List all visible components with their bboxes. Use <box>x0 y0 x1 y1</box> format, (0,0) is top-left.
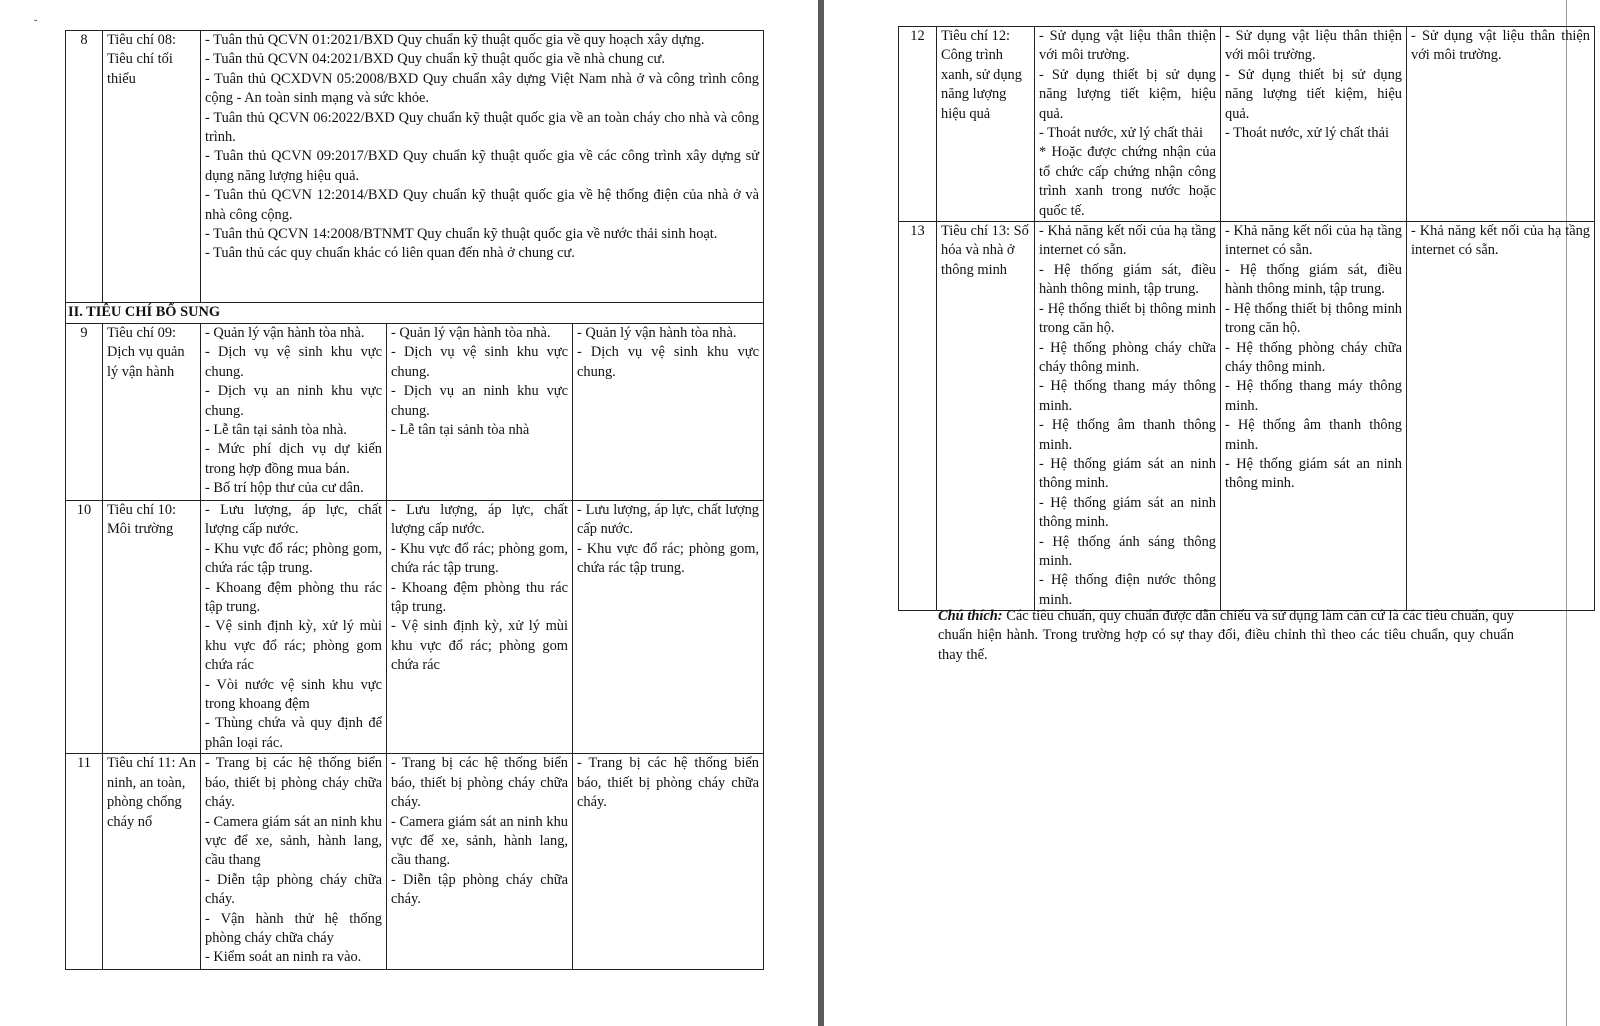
requirement-item: - Tuân thủ QCVN 14:2008/BTNMT Quy chuẩn kỹ thuật quốc gia về nước thải sinh hoạt. <box>205 226 718 243</box>
row-number: 11 <box>66 754 103 970</box>
requirement-item: - Tuân thủ QCVN 01:2021/BXD Quy chuẩn kỹ thuật quốc gia về quy hoạch xây dựng. <box>205 32 705 48</box>
requirements-cell <box>201 324 387 501</box>
requirement-item: - Hệ thống phòng cháy chữa cháy thông minh. <box>1039 339 1216 375</box>
requirement-item: - Hệ thống giám sát, điều hành thông minh, tập trung. <box>1039 261 1216 298</box>
section-heading: II. TIÊU CHÍ BỔ SUNG <box>66 303 764 324</box>
requirement-item: - Vận hành thử hệ thống phòng cháy chữa cháy <box>205 910 382 946</box>
requirement-item: - Tuân thủ QCXDVN 05:2008/BXD Quy chuẩn xây dựng Việt Nam nhà ở và công trình công cộng - An toàn sinh mạng và sức khỏe. <box>205 70 759 107</box>
requirement-item: - Trang bị các hệ thống biển báo, thiết bị phòng cháy chữa cháy. <box>205 755 382 811</box>
requirement-item: - Hệ thống âm thanh thông minh. <box>1225 417 1402 453</box>
row-number: 13 <box>899 222 937 611</box>
requirements-cell <box>387 324 573 501</box>
requirement-item: - Kiểm soát an ninh ra vào. <box>205 949 362 966</box>
requirement-item: - Lễ tân tại sảnh tòa nhà. <box>205 422 347 439</box>
requirement-item: - Khu vực đổ rác; phòng gom, chứa rác tập trung. <box>577 540 759 577</box>
requirement-item: - Vệ sinh định kỳ, xử lý mùi khu vực đổ rác; phòng gom chứa rác <box>205 618 382 674</box>
criterion-name: Tiêu chí 12: Công trình xanh, sử dụng năng lượng hiệu quả <box>937 27 1035 222</box>
requirement-item: - Quản lý vận hành tòa nhà. <box>391 325 551 341</box>
requirements-cell <box>1035 27 1221 222</box>
requirement-item: - Khu vực đổ rác; phòng gom, chứa rác tập trung. <box>205 540 382 577</box>
requirement-item: - Diễn tập phòng cháy chữa cháy. <box>205 871 382 908</box>
requirement-item: - Hệ thống âm thanh thông minh. <box>1039 417 1216 453</box>
requirements-cell <box>573 324 764 501</box>
table-row <box>899 27 1595 222</box>
requirement-item: - Sử dụng thiết bị sử dụng năng lượng tiết kiệm, hiệu quả. <box>1225 66 1402 122</box>
criterion-name: Tiêu chí 13: Số hóa và nhà ở thông minh <box>937 222 1035 611</box>
requirement-item: - Trang bị các hệ thống biển báo, thiết bị phòng cháy chữa cháy. <box>391 755 568 811</box>
requirement-item: * Hoặc được chứng nhận của tổ chức cấp chứng nhận công trình xanh trong nước hoặc quốc tế. <box>1039 144 1216 219</box>
footnote-text: Các tiêu chuẩn, quy chuẩn được dẫn chiếu và sử dụng làm căn cứ là các tiêu chuẩn, quy chuẩn hiện hành. Trong trường hợp có sự thay đổi, điều chỉnh thì theo các tiêu chuẩn, quy chuẩn thay thế. <box>938 608 1514 663</box>
table-row <box>66 754 764 970</box>
criterion-name: Tiêu chí 08: Tiêu chí tối thiểu <box>103 31 201 303</box>
requirements-cell <box>1221 222 1407 611</box>
requirement-item: - Hệ thống giám sát an ninh thông minh. <box>1225 455 1402 492</box>
requirement-item: - Thoát nước, xử lý chất thải <box>1039 125 1204 142</box>
requirement-item: - Sử dụng vật liệu thân thiện với môi trường. <box>1411 28 1590 64</box>
requirement-item: - Lưu lượng, áp lực, chất lượng cấp nước. <box>205 502 382 538</box>
requirement-item: - Diễn tập phòng cháy chữa cháy. <box>391 871 568 908</box>
requirement-item: - Tuân thủ QCVN 06:2022/BXD Quy chuẩn kỹ thuật quốc gia về an toàn cháy cho nhà và công trình. <box>205 109 759 146</box>
requirement-item: - Hệ thống thiết bị thông minh trong căn hộ. <box>1225 300 1402 337</box>
criterion-name: Tiêu chí 09: Dịch vụ quản lý vận hành <box>103 324 201 501</box>
requirement-item: - Quản lý vận hành tòa nhà. <box>205 325 365 341</box>
requirement-item: - Trang bị các hệ thống biển báo, thiết bị phòng cháy chữa cháy. <box>577 755 759 811</box>
requirement-item: - Hệ thống thang máy thông minh. <box>1039 378 1216 414</box>
requirement-item: - Hệ thống giám sát an ninh thông minh. <box>1039 455 1216 492</box>
requirements-cell <box>573 501 764 754</box>
requirement-item: - Hệ thống phòng cháy chữa cháy thông minh. <box>1225 339 1402 375</box>
requirement-item: - Khu vực đổ rác; phòng gom, chứa rác tập trung. <box>391 540 568 577</box>
requirement-item: - Tuân thủ QCVN 09:2017/BXD Quy chuẩn kỹ thuật quốc gia về các công trình xây dựng sử dụng năng lượng hiệu quả. <box>205 148 759 184</box>
requirement-item: - Tuân thủ QCVN 12:2014/BXD Quy chuẩn kỹ thuật quốc gia về hệ thống điện của nhà ở và nhà công cộng. <box>205 187 759 223</box>
scan-speck: ˘ <box>34 19 38 30</box>
requirement-item: - Tuân thủ các quy chuẩn khác có liên quan đến nhà ở chung cư. <box>205 245 575 262</box>
footnote-label: Chú thích: <box>938 608 1003 624</box>
row-number: 8 <box>66 31 103 303</box>
criteria-table-left <box>65 30 764 970</box>
footnote <box>938 607 1514 665</box>
requirement-item: - Dịch vụ an ninh khu vực chung. <box>205 383 382 419</box>
requirement-item: - Dịch vụ vệ sinh khu vực chung. <box>391 344 568 380</box>
requirements-cell <box>1221 27 1407 222</box>
requirement-item: - Dịch vụ vệ sinh khu vực chung. <box>577 344 759 380</box>
requirement-item: - Khả năng kết nối của hạ tầng internet có sẵn. <box>1039 223 1216 259</box>
requirement-item: - Bố trí hộp thư của cư dân. <box>205 480 364 497</box>
criteria-table-right <box>898 26 1595 611</box>
requirements-cell <box>387 754 573 970</box>
table-row <box>66 501 764 754</box>
requirement-item: - Dịch vụ an ninh khu vực chung. <box>391 383 568 419</box>
requirements-cell <box>201 501 387 754</box>
requirement-item: - Lễ tân tại sảnh tòa nhà <box>391 422 530 439</box>
requirement-item: - Thùng chứa và quy định để phân loại rác. <box>205 715 382 751</box>
requirement-item: - Camera giám sát an ninh khu vực để xe, sảnh, hành lang, cầu thang <box>205 813 382 869</box>
requirement-item: - Hệ thống thang máy thông minh. <box>1225 378 1402 414</box>
criterion-name: Tiêu chí 11: An ninh, an toàn, phòng chống cháy nổ <box>103 754 201 970</box>
requirement-item: - Lưu lượng, áp lực, chất lượng cấp nước. <box>391 502 568 538</box>
row-number: 9 <box>66 324 103 501</box>
requirements-cell <box>1407 27 1595 222</box>
requirements-cell <box>1407 222 1595 611</box>
requirements-cell <box>201 754 387 970</box>
requirement-item: - Sử dụng vật liệu thân thiện với môi trường. <box>1225 28 1402 64</box>
section-row <box>66 303 764 324</box>
requirement-item: - Khoang đệm phòng thu rác tập trung. <box>391 579 568 616</box>
table-row <box>66 324 764 501</box>
requirement-item: - Camera giám sát an ninh khu vực để xe, sảnh, hành lang, cầu thang. <box>391 813 568 869</box>
requirements-cell <box>387 501 573 754</box>
requirement-item: - Khả năng kết nối của hạ tầng internet có sẵn. <box>1411 223 1590 259</box>
requirement-item: - Mức phí dịch vụ dự kiến trong hợp đồng mua bán. <box>205 441 382 477</box>
requirements-cell <box>1035 222 1221 611</box>
row-number: 12 <box>899 27 937 222</box>
requirements-cell <box>573 754 764 970</box>
requirement-item: - Tuân thủ QCVN 04:2021/BXD Quy chuẩn kỹ thuật quốc gia về nhà chung cư. <box>205 51 665 68</box>
requirement-item: - Lưu lượng, áp lực, chất lượng cấp nước. <box>577 502 759 538</box>
row-number: 10 <box>66 501 103 754</box>
table-row <box>899 222 1595 611</box>
criterion-name: Tiêu chí 10: Môi trường <box>103 501 201 754</box>
requirement-item: - Hệ thống giám sát an ninh thông minh. <box>1039 494 1216 531</box>
requirement-item: - Thoát nước, xử lý chất thải <box>1225 125 1390 142</box>
table-row <box>66 31 764 303</box>
requirement-item: - Khả năng kết nối của hạ tầng internet có sẵn. <box>1225 223 1402 259</box>
requirement-item: - Hệ thống thiết bị thông minh trong căn hộ. <box>1039 300 1216 337</box>
requirements-cell <box>201 31 764 303</box>
requirement-item: - Hệ thống điện nước thông minh. <box>1039 572 1216 608</box>
requirement-item: - Sử dụng vật liệu thân thiện với môi trường. <box>1039 28 1216 64</box>
requirement-item: - Hệ thống ánh sáng thông minh. <box>1039 533 1216 569</box>
requirement-item: - Vòi nước vệ sinh khu vực trong khoang đệm <box>205 676 382 713</box>
requirement-item: - Khoang đệm phòng thu rác tập trung. <box>205 579 382 616</box>
requirement-item: - Hệ thống giám sát, điều hành thông minh, tập trung. <box>1225 261 1402 298</box>
requirement-item: - Dịch vụ vệ sinh khu vực chung. <box>205 344 382 380</box>
requirement-item: - Sử dụng thiết bị sử dụng năng lượng tiết kiệm, hiệu quả. <box>1039 66 1216 122</box>
requirement-item: - Vệ sinh định kỳ, xử lý mùi khu vực đổ rác; phòng gom chứa rác <box>391 618 568 674</box>
requirement-item: - Quản lý vận hành tòa nhà. <box>577 325 737 341</box>
